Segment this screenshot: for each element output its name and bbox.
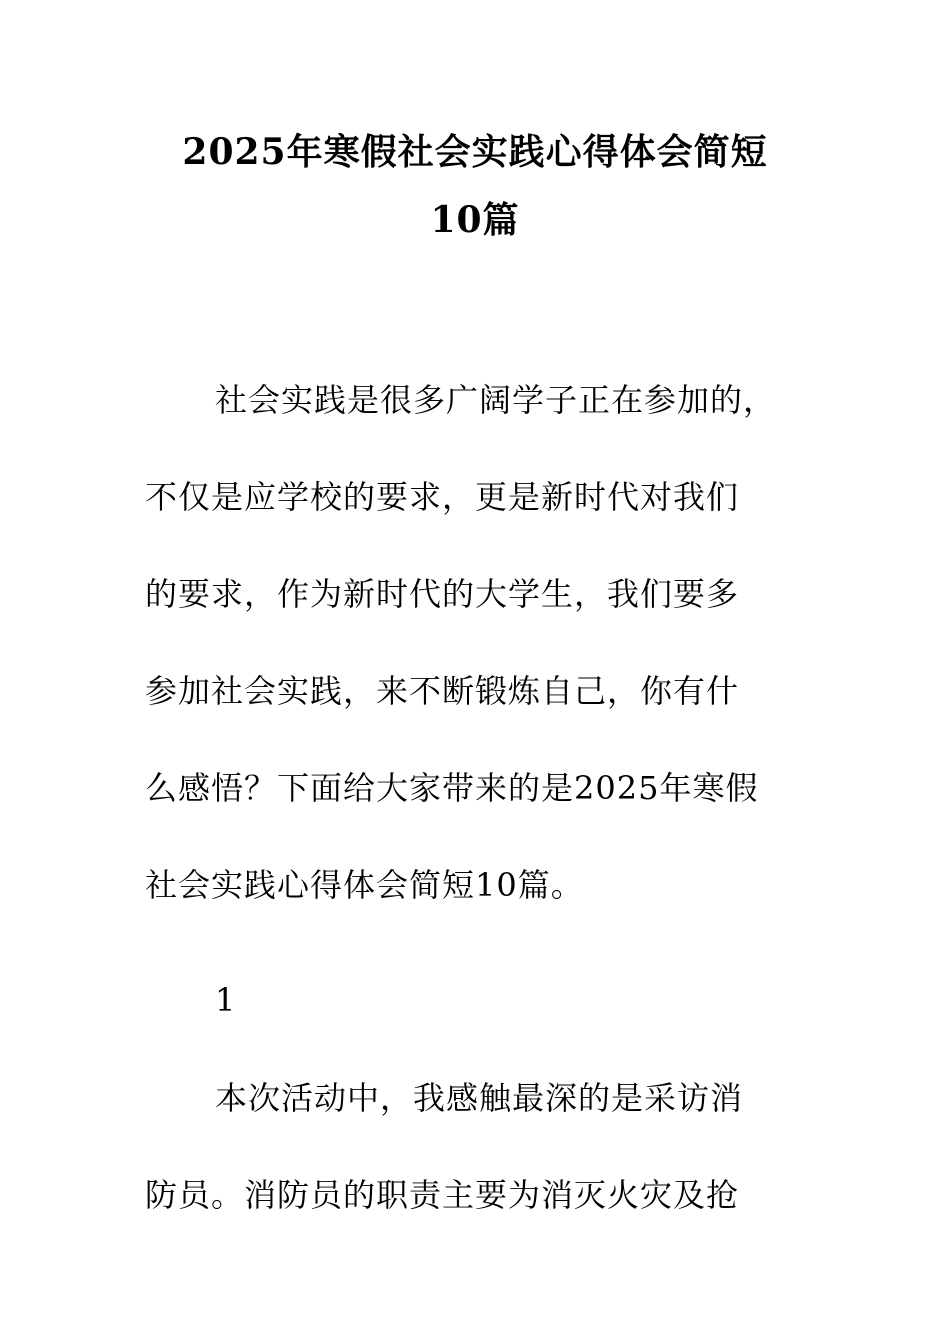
section-heading (145, 952, 805, 1049)
document-title (145, 118, 805, 254)
intro-line-4: 参加社会实践，来不断锻炼自己，你有什 (145, 672, 740, 710)
section-paragraph (145, 1050, 805, 1244)
section-line-2: 防员。消防员的职责主要为消灭火灾及抢 (145, 1176, 740, 1214)
title-line-1: 2025年寒假社会实践心得体会简短 (182, 131, 768, 173)
intro-line-3: 的要求，作为新时代的大学生，我们要多 (145, 575, 740, 613)
title-line-2: 10篇 (430, 199, 520, 241)
section-line-1: 本次活动中，我感触最深的是采访消 (215, 1079, 744, 1117)
intro-paragraph (145, 352, 805, 934)
intro-line-5: 么感悟？下面给大家带来的是2025年寒假 (145, 769, 759, 807)
intro-line-2: 不仅是应学校的要求，更是新时代对我们 (145, 478, 740, 516)
intro-line-1: 社会实践是很多广阔学子正在参加的， (215, 381, 777, 419)
section-number: 1 (215, 981, 237, 1019)
intro-line-6: 社会实践心得体会简短10篇。 (145, 866, 584, 904)
